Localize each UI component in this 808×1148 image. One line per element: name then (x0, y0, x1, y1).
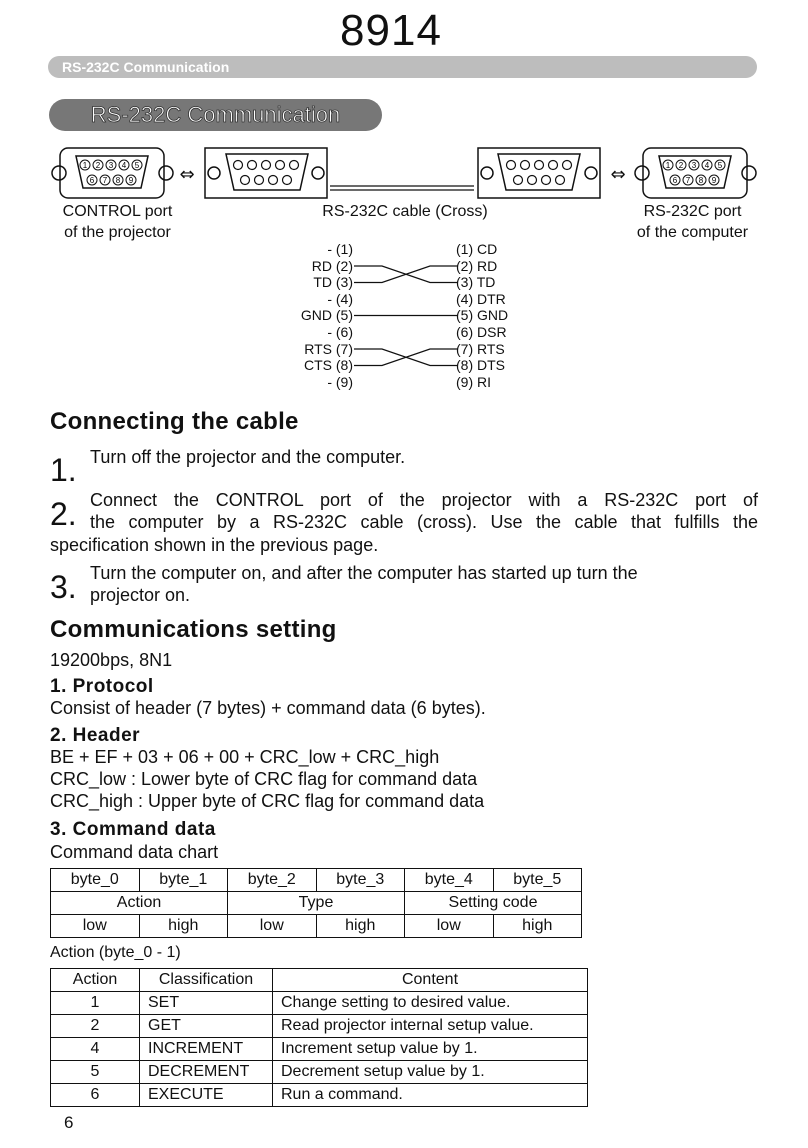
table-cell: byte_2 (228, 869, 317, 892)
table-cell: high (316, 915, 405, 938)
section-pill-label: RS-232C Communication (90, 102, 341, 127)
pin-label: (8) DTS (456, 357, 505, 374)
table-row (51, 969, 588, 992)
table-header: Classification (140, 969, 273, 992)
table-cell: byte_4 (405, 869, 494, 892)
pin-label: (4) DTR (456, 290, 506, 307)
section-header-bar (48, 56, 757, 78)
pin-label: - (6) (327, 323, 353, 340)
table-cell: INCREMENT (140, 1038, 273, 1061)
double-arrow-icon: ⇔ (179, 164, 195, 185)
label-line: RS-232C port (643, 203, 742, 220)
cable-connector-left (205, 148, 327, 198)
table-cell: low (228, 915, 317, 938)
table-row (51, 892, 582, 915)
pin-label: - (1) (327, 241, 353, 257)
port-pin-numbers (80, 160, 725, 185)
step-number: 1. (50, 452, 77, 488)
label-line: of the projector (64, 224, 171, 241)
pin-number: 7 (685, 176, 691, 185)
table-cell: high (493, 915, 582, 938)
projector-port (52, 148, 173, 198)
table-cell: SET (140, 992, 273, 1015)
action-table (50, 968, 588, 1107)
table-row (51, 1084, 588, 1107)
table-cell: byte_3 (316, 869, 405, 892)
pin-label: - (9) (327, 373, 353, 390)
label-line: of the computer (636, 224, 749, 241)
table-cell: DECREMENT (140, 1061, 273, 1084)
table-cell: byte_0 (51, 869, 140, 892)
projector-pin-numbers (80, 160, 142, 185)
connector-diagram (0, 140, 808, 210)
table-cell: Read projector internal setup value. (273, 1015, 588, 1038)
pin-label: (5) GND (456, 307, 509, 324)
step-number: 3. (50, 569, 77, 605)
table-row (51, 1038, 588, 1061)
comm-setting-heading: Communications setting (50, 616, 337, 643)
pin-number: 2 (95, 161, 101, 170)
cable-connector-right (478, 148, 600, 198)
step-text: Connect the CONTROL port of the projector with a RS-232C port of (90, 490, 758, 510)
table-cell: byte_1 (139, 869, 228, 892)
table-cell: GET (140, 1015, 273, 1038)
table-cell: Increment setup value by 1. (273, 1038, 588, 1061)
table-cell: 4 (51, 1038, 140, 1061)
table-cell: high (139, 915, 228, 938)
pin-label: RTS (7) (304, 340, 353, 357)
step-text: the computer by a RS-232C cable (cross). Use the cable that fulfills the (90, 512, 758, 532)
table-cell: Action (51, 892, 228, 915)
page-title: 8914 (340, 6, 442, 55)
table-cell: 1 (51, 992, 140, 1015)
computer-port-label (615, 201, 770, 243)
section-header-label: RS-232C Communication (62, 59, 230, 75)
table-row (51, 1015, 588, 1038)
table-cell: Change setting to desired value. (273, 992, 588, 1015)
cable-wire (330, 186, 474, 190)
pin-number: 1 (665, 161, 671, 170)
projector-port-label (40, 201, 195, 243)
pin-wiring-lines (354, 241, 458, 391)
command-data-heading: 3. Command data (50, 819, 216, 840)
table-cell: 5 (51, 1061, 140, 1084)
pin-label: (6) DSR (456, 323, 507, 340)
table-row (51, 1061, 588, 1084)
pin-number: 4 (121, 161, 127, 170)
pin-number: 4 (704, 161, 710, 170)
step-text: projector on. (90, 585, 191, 605)
pin-number: 1 (82, 161, 88, 170)
pin-list-right (456, 241, 508, 390)
pin-number: 3 (108, 161, 114, 170)
pin-number: 5 (134, 161, 140, 170)
cable-label: RS-232C cable (Cross) (322, 203, 488, 220)
pin-number: 3 (691, 161, 697, 170)
pin-label: (1) CD (456, 241, 498, 257)
pin-number: 7 (102, 176, 108, 185)
pin-label: (7) RTS (456, 340, 505, 357)
table-cell: low (405, 915, 494, 938)
action-table-caption: Action (byte_0 - 1) (50, 944, 181, 961)
command-data-subtitle: Command data chart (50, 842, 219, 862)
table-cell: Decrement setup value by 1. (273, 1061, 588, 1084)
table-cell: byte_5 (493, 869, 582, 892)
pin-number: 8 (698, 176, 704, 185)
pin-label: TD (3) (313, 274, 353, 291)
header-heading: 2. Header (50, 725, 141, 746)
pin-label: (3) TD (456, 274, 496, 291)
pin-number: 2 (678, 161, 684, 170)
pin-number: 9 (128, 176, 134, 185)
pin-number: 6 (89, 176, 95, 185)
pin-label: - (4) (327, 290, 353, 307)
pin-number: 5 (717, 161, 723, 170)
pin-label: (9) RI (456, 373, 491, 390)
command-data-chart (50, 868, 582, 938)
step-text: Turn off the projector and the computer. (90, 447, 406, 467)
table-row (51, 869, 582, 892)
section-pill (49, 99, 382, 131)
pin-number: 6 (672, 176, 678, 185)
connecting-heading: Connecting the cable (50, 408, 299, 435)
pin-list-left (253, 241, 353, 390)
table-cell: 6 (51, 1084, 140, 1107)
pin-label: CTS (8) (304, 357, 353, 374)
pin-number: 9 (711, 176, 717, 185)
computer-pin-numbers (663, 160, 725, 185)
table-header: Action (51, 969, 140, 992)
computer-port (635, 148, 756, 198)
page-number: 6 (64, 1113, 74, 1132)
header-line: BE + EF + 03 + 06 + 00 + CRC_low + CRC_high (50, 747, 440, 767)
table-cell: low (51, 915, 140, 938)
table-cell: Run a command. (273, 1084, 588, 1107)
cable-connector-holes (234, 161, 572, 185)
protocol-text: Consist of header (7 bytes) + command data (6 bytes). (50, 698, 486, 718)
table-cell: Type (228, 892, 405, 915)
step-text: specification shown in the previous page. (50, 535, 379, 555)
table-cell: 2 (51, 1015, 140, 1038)
double-arrow-icon: ⇔ (610, 164, 626, 185)
table-cell: EXECUTE (140, 1084, 273, 1107)
pin-number: 8 (115, 176, 121, 185)
label-line: CONTROL port (62, 203, 173, 220)
pin-label: RD (2) (311, 257, 353, 274)
baud-rate: 19200bps, 8N1 (50, 650, 173, 670)
pin-label: GND (5) (300, 307, 353, 324)
table-header: Content (273, 969, 588, 992)
table-row (51, 915, 582, 938)
header-line: CRC_high : Upper byte of CRC flag for command data (50, 791, 485, 811)
step-text: Turn the computer on, and after the computer has started up turn the (90, 563, 638, 583)
step-number: 2. (50, 496, 77, 532)
table-cell: Setting code (405, 892, 582, 915)
protocol-heading: 1. Protocol (50, 676, 154, 697)
header-line: CRC_low : Lower byte of CRC flag for command data (50, 769, 478, 789)
pin-label: (2) RD (456, 257, 498, 274)
table-row (51, 992, 588, 1015)
